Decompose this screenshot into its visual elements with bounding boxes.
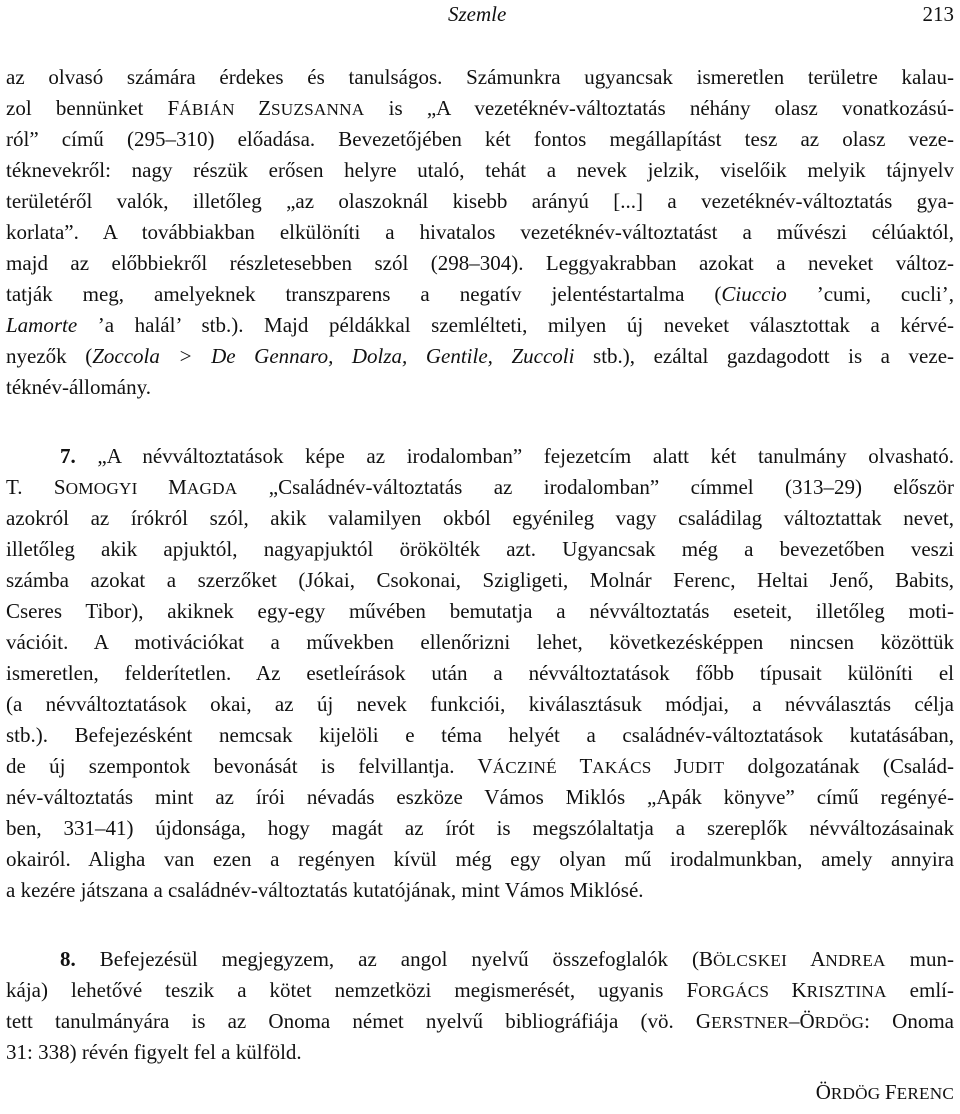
text-line: tatják meg, amelyeknek transzparens a negatív jelentéstartalma (Ciuccio ’cumi, cucli’, <box>6 282 954 306</box>
text-line: ismeretlen, felderítetlen. Az esetleírások után a névváltoztatások főbb típusait különíti el <box>6 661 954 685</box>
text-line: az olvasó számára érdekes és tanulságos. Számunkra ugyancsak ismeretlen területre kalau- <box>6 65 954 89</box>
text-line: nyezők (Zoccola > De Gennaro, Dolza, Gentile, Zuccoli stb.), ezáltal gazdagodott is a veze- <box>6 344 955 368</box>
text-line: Cseres Tibor), akiknek egy-egy művében bemutatja a névváltoztatás eseteit, illetőleg moti- <box>6 599 954 623</box>
page-header <box>0 2 960 30</box>
text-line: téknevekről: nagy részük erősen helyre utaló, tehát a nevek jelzik, viselőik melyik tájnyelv <box>6 158 954 182</box>
text-line: zol bennünket FÁBIÁN ZSUZSANNA is „A vezetéknév-változtatás néhány olasz vonatkozású- <box>6 96 955 120</box>
text-line: vációit. A motivációkat a művekben ellenőrizni lehet, következésképpen nincsen közöttük <box>6 630 954 654</box>
page-number: 213 <box>922 2 954 26</box>
section-heading-line: 7. „A névváltoztatások képe az irodalomban” fejezetcím alatt két tanulmány olvasható. <box>60 444 954 468</box>
text-line: majd az előbbiekről részletesebben szól (298–304). Leggyakrabban azokat a neveket változ- <box>6 251 954 275</box>
text-line: de új szempontok bevonását is felvillantja. VÁCZINÉ TAKÁCS JUDIT dolgozatának (Család- <box>6 754 954 778</box>
text-line: azokról az írókról szól, akik valamilyen okból egyénileg vagy családilag változtattak nevet, <box>6 506 954 530</box>
text-line: 31: 338) révén figyelt fel a külföld. <box>6 1040 302 1064</box>
text-line: kája) lehetővé teszik a kötet nemzetközi megismerését, ugyanis FORGÁCS KRISZTINA emlí- <box>6 978 954 1002</box>
author-signature: ÖRDÖG FERENC <box>815 1080 954 1104</box>
section-number: 7. <box>60 444 76 468</box>
section-number: 8. <box>60 947 76 971</box>
text-line: illetőleg akik apjuktól, nagyapjuktól örökölték azt. Ugyancsak még a bevezetőben veszi <box>6 537 954 561</box>
text-line: (a névváltoztatások okai, az új nevek funkciói, kiválasztásuk módjai, a névválasztás célja <box>6 692 954 716</box>
text-line: téknév-állomány. <box>6 375 152 399</box>
text-line: korlata”. A továbbiakban elkülöníti a hivatalos vezetéknév-változtatást a művészi célúaktól, <box>6 220 954 244</box>
running-title: Szemle <box>448 2 507 26</box>
text-line: Lamorte ’a halál’ stb.). Majd példákkal szemlélteti, milyen új neveket választottak a kérvé- <box>6 313 954 337</box>
text-line: a kezére játszana a családnév-változtatás kutatójának, mint Vámos Miklósé. <box>6 878 644 902</box>
text-line: T. SOMOGYI MAGDA „Családnév-változtatás az irodalomban” címmel (313–29) először <box>6 475 955 499</box>
text-line: területéről valók, illetőleg „az olaszoknál kisebb arányú [...] a vezetéknév-változtatás gya- <box>6 189 954 213</box>
text-line: stb.). Befejezésként nemcsak kijelöli e téma helyét a családnév-változtatások kutatásában, <box>6 723 954 747</box>
text-line: tett tanulmányára is az Onoma német nyelvű bibliográfiája (vö. GERSTNER–ÖRDÖG: Onoma <box>6 1009 954 1033</box>
text-line: számba azokat a szerzőket (Jókai, Csokonai, Szigligeti, Molnár Ferenc, Heltai Jenő, Babits, <box>6 568 954 592</box>
section-heading-line: 8. Befejezésül megjegyzem, az angol nyelvű összefoglalók (BÖLCSKEI ANDREA mun- <box>60 947 954 971</box>
text-line: ról” című (295–310) előadása. Bevezetőjében két fontos megállapítást tesz az olasz veze- <box>6 127 954 151</box>
text-line: ben, 331–41) újdonsága, hogy magát az írót is megszólaltatja a szereplők névváltozásainak <box>6 816 954 840</box>
text-line: név-változtatás mint az írói névadás eszköze Vámos Miklós „Apák könyve” című regényé- <box>6 785 954 809</box>
text-line: okairól. Aligha van ezen a regényen kívül még egy olyan mű irodalmunkban, amely annyira <box>6 847 954 871</box>
